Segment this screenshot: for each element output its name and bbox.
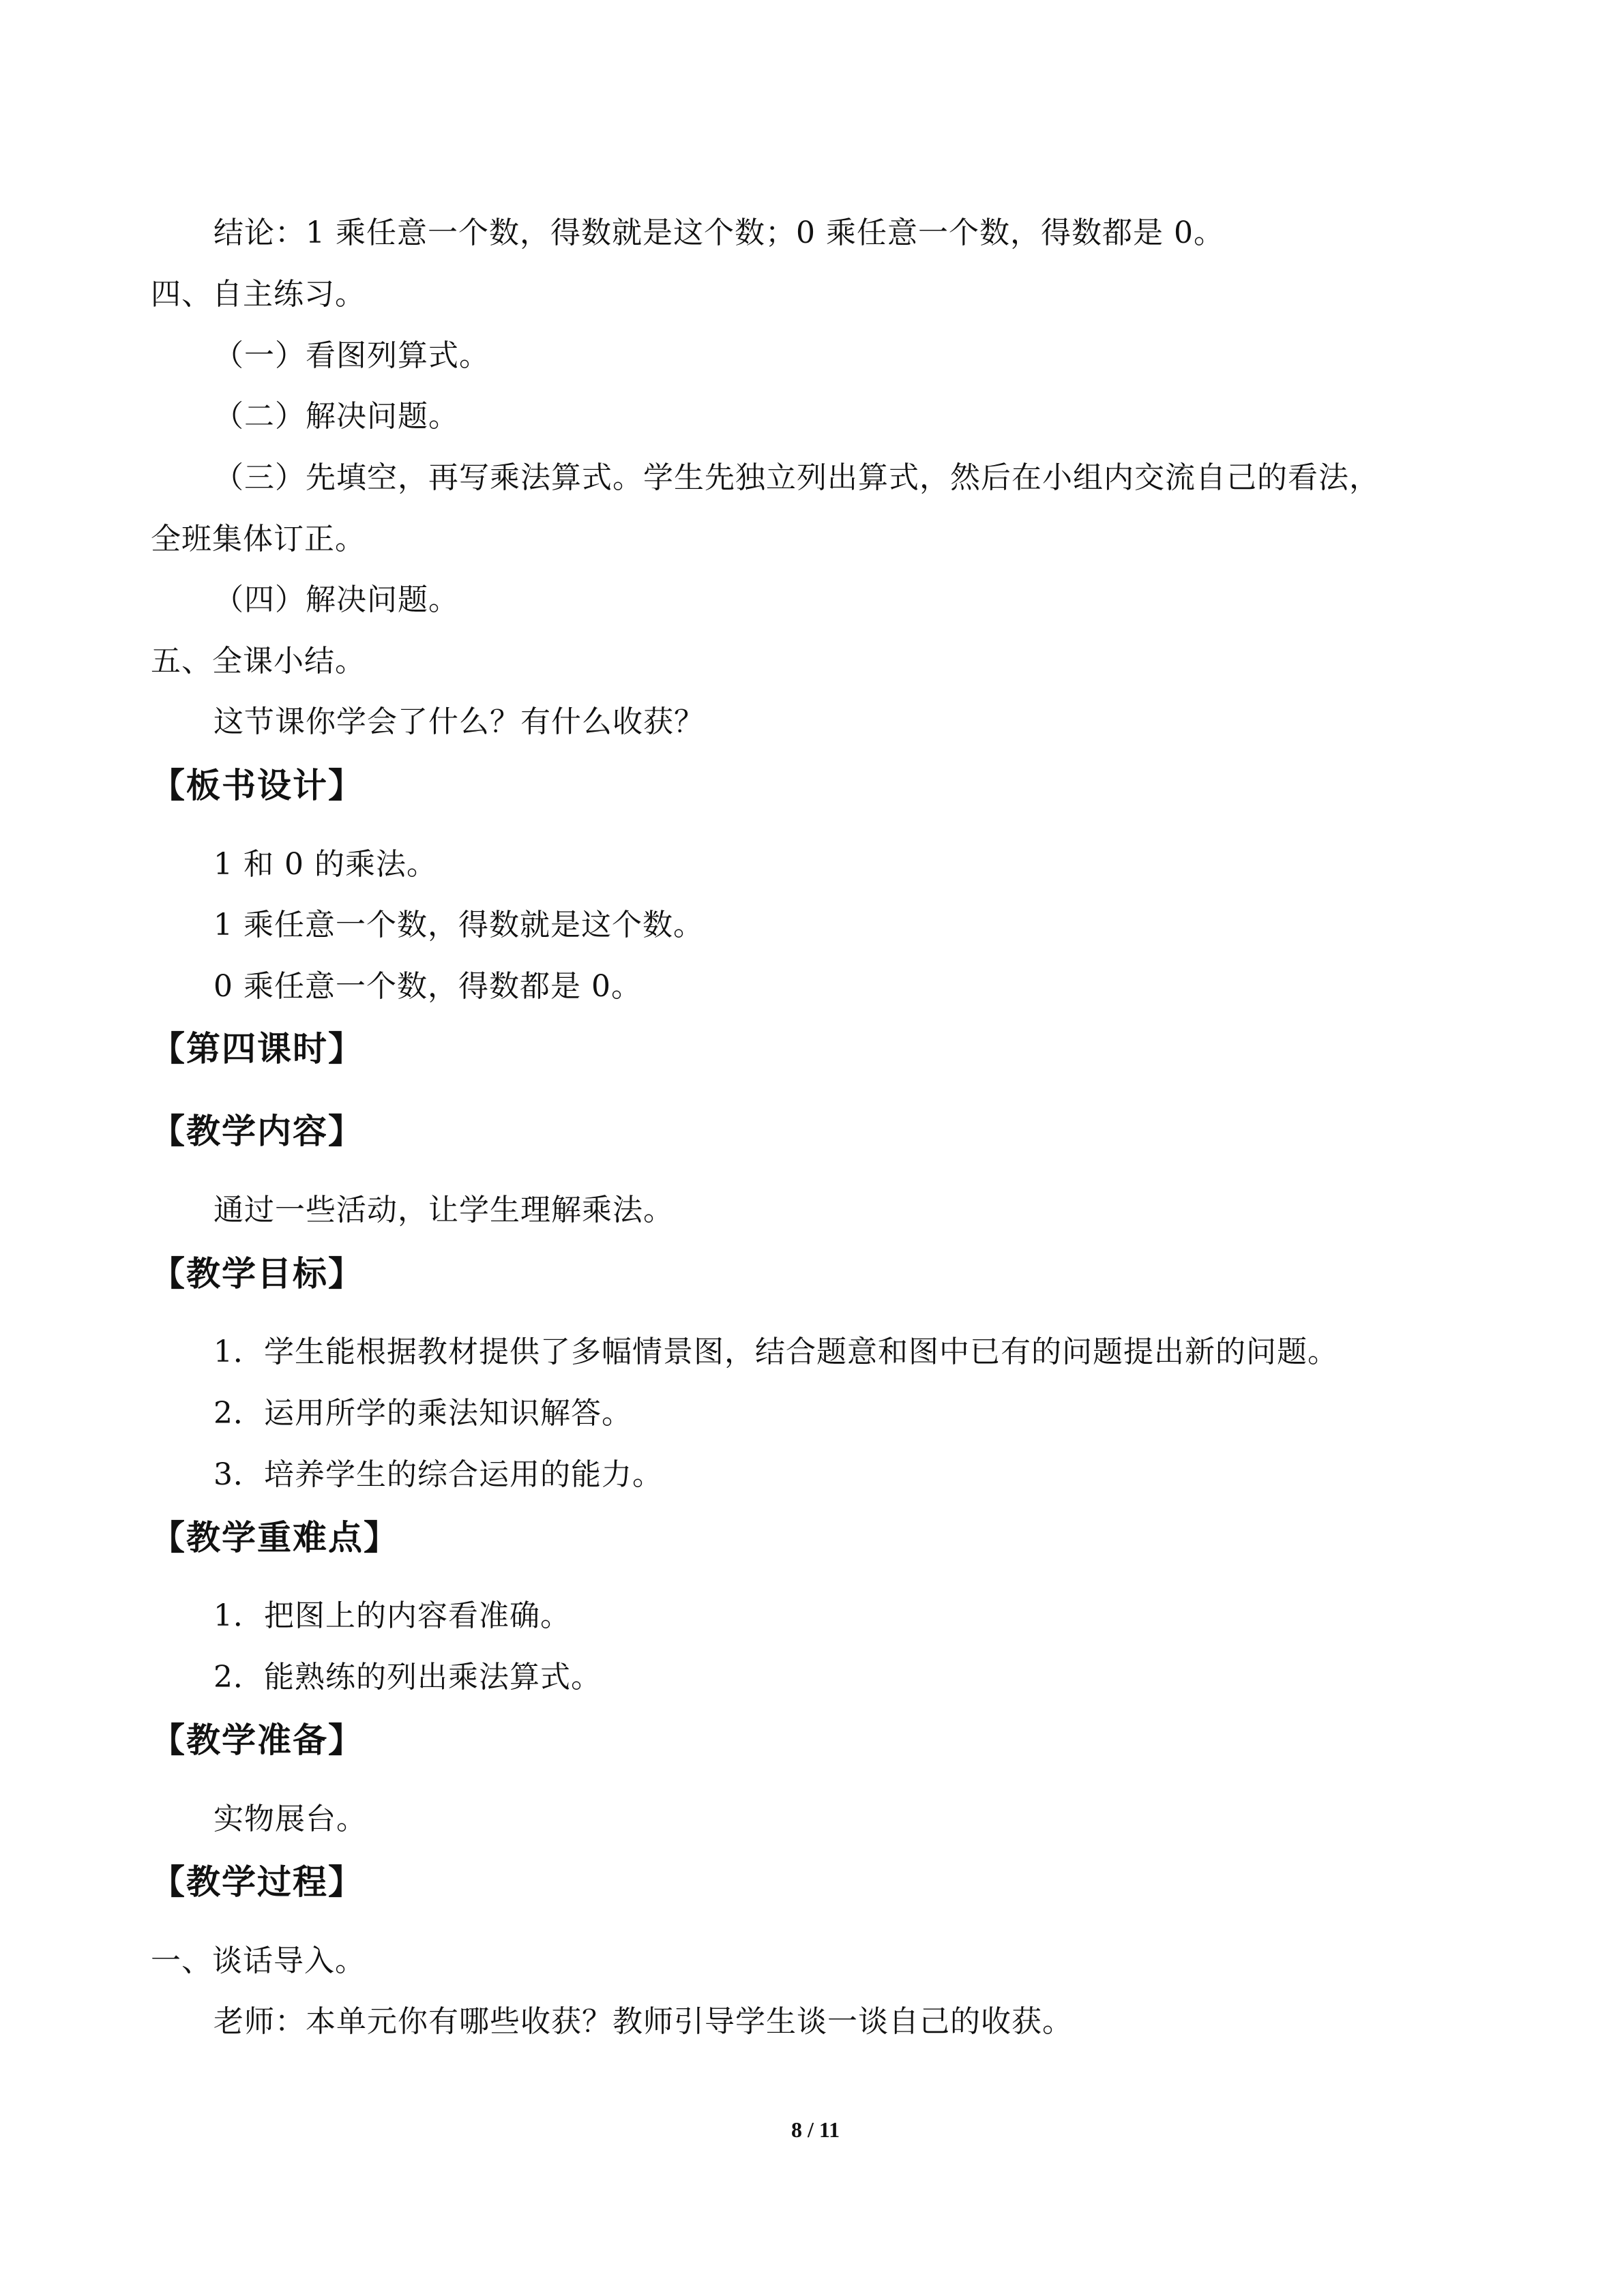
lesson-4-heading: 【第四课时】 [151, 1029, 364, 1069]
section-4-item-3-continued: 全班集体订正。 [151, 522, 366, 556]
key-points-heading: 【教学重难点】 [151, 1518, 399, 1557]
process-step-1-title: 一、谈话导入。 [151, 1943, 366, 1978]
goal-item-1: 1．学生能根据教材提供了多幅情景图，结合题意和图中已有的问题提出新的问题。 [213, 1335, 1338, 1369]
teaching-prep-heading: 【教学准备】 [151, 1720, 364, 1760]
board-design-heading: 【板书设计】 [151, 766, 364, 805]
teaching-content-text: 通过一些活动，让学生理解乘法。 [213, 1193, 674, 1227]
section-4-item-4: （四）解决问题。 [213, 582, 459, 617]
goal-item-2: 2．运用所学的乘法知识解答。 [213, 1396, 632, 1431]
teaching-process-heading: 【教学过程】 [151, 1862, 364, 1902]
section-4-title: 四、自主练习。 [151, 277, 366, 312]
section-4-item-2: （二）解决问题。 [213, 399, 459, 434]
section-4-item-1: （一）看图列算式。 [213, 338, 490, 373]
board-design-line-1: 1 和 0 的乘法。 [213, 847, 437, 882]
board-design-line-3: 0 乘任意一个数，得数都是 0。 [213, 969, 642, 1004]
section-4-item-3: （三）先填空，再写乘法算式。学生先独立列出算式，然后在小组内交流自己的看法， [213, 460, 1380, 495]
key-point-item-2: 2．能熟练的列出乘法算式。 [213, 1660, 602, 1695]
section-5-question: 这节课你学会了什么？有什么收获？ [213, 704, 705, 739]
page-number: 8 / 11 [791, 2117, 840, 2142]
section-5-title: 五、全课小结。 [151, 644, 366, 679]
board-design-line-2: 1 乘任意一个数，得数就是这个数。 [213, 908, 704, 942]
process-step-1-text: 老师：本单元你有哪些收获？教师引导学生谈一谈自己的收获。 [213, 2004, 1073, 2039]
teaching-prep-text: 实物展台。 [213, 1802, 367, 1836]
goal-item-3: 3．培养学生的综合运用的能力。 [213, 1457, 663, 1492]
teaching-content-heading: 【教学内容】 [151, 1112, 364, 1151]
key-point-item-1: 1．把图上的内容看准确。 [213, 1598, 571, 1633]
teaching-goals-heading: 【教学目标】 [151, 1254, 364, 1294]
conclusion-paragraph: 结论：1 乘任意一个数，得数就是这个数；0 乘任意一个数，得数都是 0。 [213, 215, 1224, 250]
